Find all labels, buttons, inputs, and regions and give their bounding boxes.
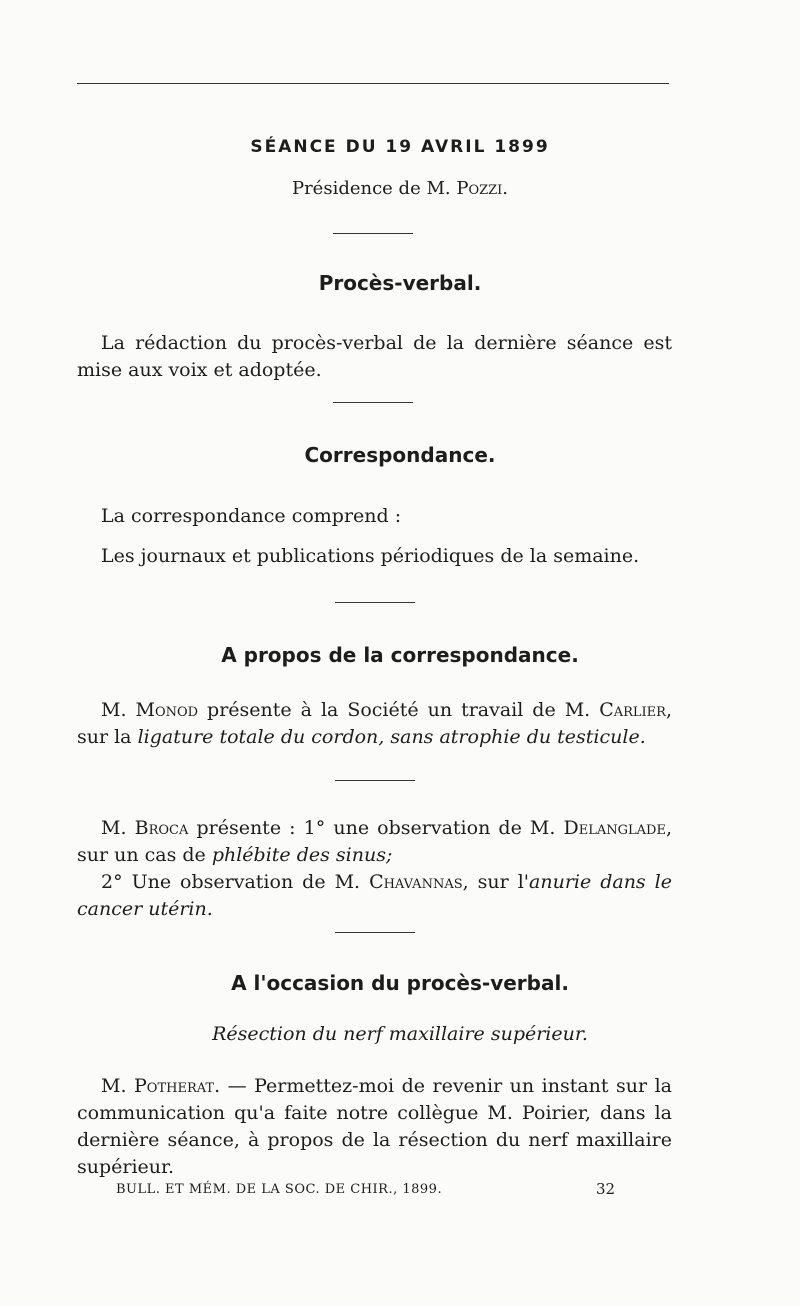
section-rule	[335, 932, 415, 933]
presidency-name: Pozzi.	[456, 178, 509, 199]
potherat-text: — Permettez-moi de revenir un instant sur la communication qu'a faite notre collègue M. Poirier, dans la dernière séance, à propos de la résection du nerf maxillaire supérieur.	[77, 1075, 673, 1178]
broca-prefix: M.	[101, 817, 135, 839]
broca-topic: phlébite des sinus;	[211, 844, 393, 866]
footer-citation: BULL. ET MÉM. DE LA SOC. DE CHIR., 1899.	[116, 1182, 443, 1197]
paragraph-monod	[77, 697, 672, 751]
correspondance-line-2: Les journaux et publications périodiques de la semaine.	[101, 545, 640, 567]
subheading-resection: Résection du nerf maxillaire supérieur.	[212, 1023, 588, 1045]
paragraph-broca	[77, 815, 672, 923]
session-title: SÉANCE DU 19 AVRIL 1899	[250, 137, 550, 157]
potherat-name: Potherat.	[134, 1075, 221, 1097]
paragraph-potherat	[77, 1073, 672, 1181]
heading-correspondance: Correspondance.	[304, 443, 496, 467]
heading-a-propos: A propos de la correspondance.	[221, 643, 579, 667]
monod-mid: présente à la Société un travail de M.	[198, 699, 600, 721]
carlier-name: Carlier	[599, 699, 666, 721]
section-rule	[335, 602, 415, 603]
paragraph-correspondance-1	[77, 503, 672, 530]
section-rule	[333, 402, 413, 403]
section-rule	[333, 233, 413, 234]
proces-verbal-text: La rédaction du procès-verbal de la dernière séance est mise aux voix et adoptée.	[77, 332, 672, 381]
paragraph-correspondance-2	[77, 543, 672, 570]
broca-after: , sur un cas de	[77, 817, 672, 866]
broca-second-topic: anurie dans le cancer utérin.	[77, 871, 672, 920]
page-number: 32	[596, 1180, 616, 1198]
broca-second-mid: , sur l'	[462, 871, 530, 893]
correspondance-line-1: La correspondance comprend :	[101, 505, 402, 527]
delanglade-name: Delanglade	[563, 817, 666, 839]
monod-prefix: M.	[101, 699, 136, 721]
presidency-line	[0, 178, 800, 199]
monod-name: Monod	[135, 699, 199, 721]
monod-after: , sur la	[77, 699, 672, 748]
monod-work-title: ligature totale du cordon, sans atrophie du testicule.	[137, 726, 646, 748]
broca-mid: présente : 1° une observation de M.	[188, 817, 564, 839]
paragraph-proces-verbal	[77, 330, 672, 384]
broca-second-prefix: 2° Une observation de M.	[101, 871, 370, 893]
section-rule	[335, 780, 415, 781]
heading-occasion: A l'occasion du procès-verbal.	[231, 971, 569, 995]
broca-name: Broca	[134, 817, 189, 839]
chavannas-name: Chavannas	[369, 871, 463, 893]
heading-proces-verbal: Procès-verbal.	[318, 271, 482, 295]
potherat-prefix: M.	[101, 1075, 134, 1097]
presidency-prefix: Présidence de M.	[291, 178, 457, 199]
top-rule	[77, 83, 669, 84]
